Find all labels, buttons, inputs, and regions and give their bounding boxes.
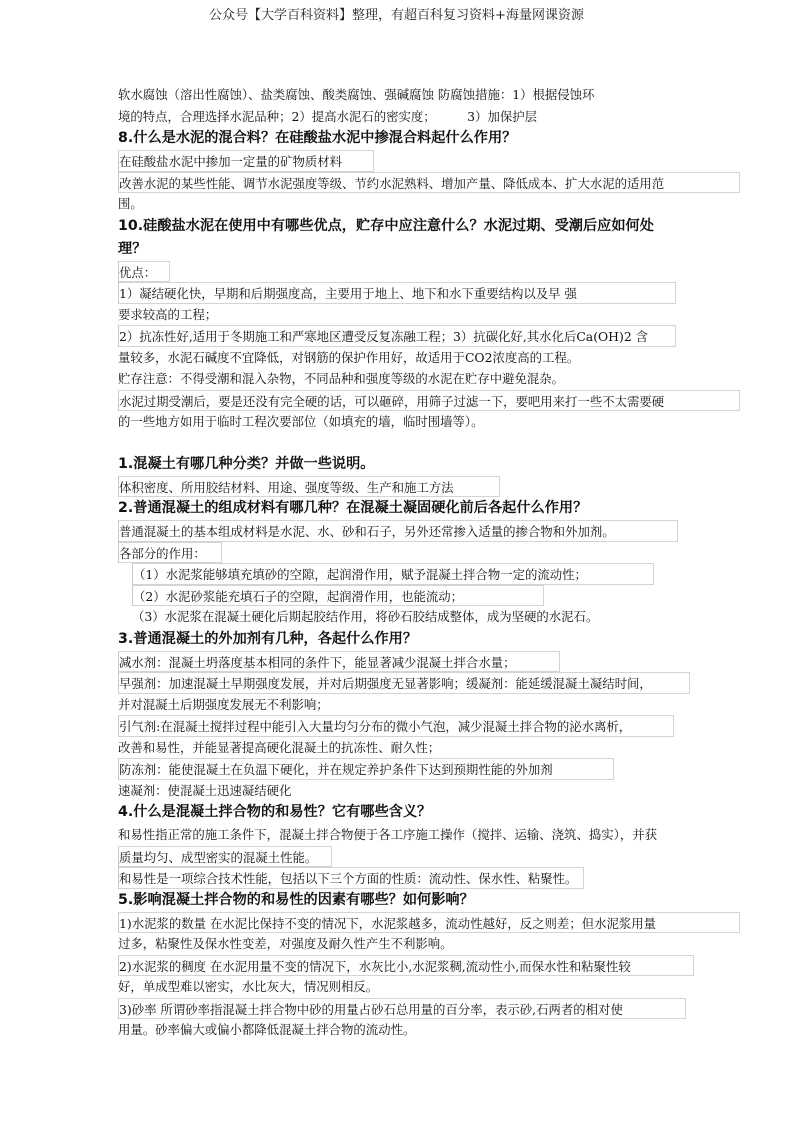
- answer-line: 并对混凝土后期强度发展无不利影响；: [118, 696, 329, 712]
- answer-line: 好，单成型难以密实，水比灰大，情况则相反。: [118, 979, 379, 994]
- answer-line: 改善和易性，并能显著提高硬化混凝土的抗冻性、耐久性；: [118, 739, 441, 755]
- page-header: 公众号【大学百科资料】整理，有超百科复习资料+海量网课资源: [209, 8, 584, 23]
- question-heading-8: 8.什么是水泥的混合料？在硅酸盐水泥中掺混合料起什么作用？: [118, 130, 517, 146]
- document-body: [118, 84, 748, 1041]
- answer-line: 普通混凝土的基本组成材料是水泥、水、砂和石子，另外还常掺入适量的掺合物和外加剂。: [118, 520, 678, 542]
- answer-line: 围。: [118, 196, 143, 211]
- question-heading-5: 5.影响混凝土拌合物的和易性的因素有哪些？如何影响？: [118, 891, 474, 908]
- answer-line: 速凝剂：使混凝土迅速凝结硬化: [118, 782, 292, 798]
- answer-line: 减水剂：混凝土坍落度基本相同的条件下，能显著减少混凝土拌合水量；: [118, 651, 560, 673]
- question-heading-4: 4.什么是混凝土拌合物的和易性？它有哪些含义？: [118, 804, 432, 820]
- answer-line: 过多，粘聚性及保水性变差，对强度及耐久性产生不利影响。: [118, 936, 453, 951]
- answer-line: 水泥过期受潮后，要是还没有完全硬的话，可以砸碎，用筛子过滤一下，要吧用来打一些不太需要硬: [118, 390, 740, 412]
- answer-line: 3)砂率 所谓砂率指混凝土拌合物中砂的用量占砂石总用量的百分率，表示砂,石两者的相对使: [118, 998, 686, 1020]
- text-line: 境的特点，合理选择水泥品种；2）提高水泥石的密实度； 3）加保护层: [118, 108, 538, 124]
- answer-line: 的一些地方如用于临时工程次要部位（如填充的墙，临时围墙等）。: [118, 414, 484, 429]
- answer-line: 2）抗冻性好,适用于冬期施工和严寒地区遭受反复冻融工程；3）抗碳化好,其水化后Ca(OH)2 含: [118, 325, 676, 347]
- answer-line: 和易性指正常的施工条件下，混凝土拌合物便于各工序施工操作（搅拌、运输、浇筑、捣实），并获: [118, 827, 657, 842]
- answer-line: 量较多，水泥石碱度不宜降低，对钢筋的保护作用好，故适用于CO2浓度高的工程。: [118, 349, 580, 365]
- answer-line: 用量。砂率偏大或偏小都降低混凝土拌合物的流动性。: [118, 1022, 416, 1037]
- text-line: 软水腐蚀（溶出性腐蚀）、盐类腐蚀、酸类腐蚀、强碱腐蚀 防腐蚀措施：1）根据侵蚀环: [118, 87, 595, 102]
- answer-line: （1）水泥浆能够填充填砂的空隙，起润滑作用，赋予混凝土拌合物一定的流动性；: [132, 563, 654, 585]
- answer-line: 1)水泥浆的数量 在水泥比保持不变的情况下，水泥浆越多，流动性越好，反之则差；但水泥浆用量: [118, 912, 740, 934]
- answer-line: 早强剂：加速混凝土早期强度发展，并对后期强度无显著影响；缓凝剂：能延缓混凝土凝结时间，: [118, 672, 690, 694]
- answer-line: 体积密度、所用胶结材料、用途、强度等级、生产和施工方法: [118, 476, 500, 498]
- answer-line: 引气剂:在混凝土搅拌过程中能引入大量均匀分布的微小气泡，减少混凝土拌合物的泌水离析，: [118, 715, 674, 737]
- answer-line: 1）凝结硬化快，早期和后期强度高，主要用于地上、地下和水下重要结构以及早 强: [118, 282, 676, 304]
- answer-line: 贮存注意：不得受潮和混入杂物，不同品种和强度等级的水泥在贮存中避免混杂。: [118, 371, 565, 386]
- answer-line: 改善水泥的某些性能、调节水泥强度等级、节约水泥熟料、增加产量、降低成本、扩大水泥的适用范: [118, 172, 740, 194]
- answer-line: （2）水泥砂浆能充填石子的空隙，起润滑作用，也能流动；: [132, 585, 544, 607]
- question-heading-2: 2.普通混凝土的组成材料有哪几种？在混凝土凝固硬化前后各起什么作用？: [118, 500, 588, 516]
- question-heading-10: 10.硅酸盐水泥在使用中有哪些优点，贮存中应注意什么？水泥过期、受潮后应如何处: [118, 217, 654, 234]
- question-heading-1: 1.混凝土有哪几种分类？并做一些说明。: [118, 455, 375, 472]
- answer-line: 和易性是一项综合技术性能，包括以下三个方面的性质：流动性、保水性、粘聚性。: [118, 867, 584, 889]
- answer-line: 优点：: [118, 261, 170, 283]
- answer-line: 2)水泥浆的稠度 在水泥用量不变的情况下，水灰比小,水泥浆稠,流动性小,而保水性和粘聚性较: [118, 955, 694, 977]
- answer-line: 要求较高的工程；: [118, 306, 218, 322]
- answer-line: 在硅酸盐水泥中掺加一定量的矿物质材料: [118, 150, 374, 172]
- question-heading-3: 3.普通混凝土的外加剂有几种，各起什么作用？: [118, 630, 418, 647]
- question-heading-10-cont: 理？: [118, 240, 147, 257]
- answer-line: 各部分的作用：: [118, 542, 222, 564]
- answer-line: （3）水泥浆在混凝土硬化后期起胶结作用，将砂石胶结成整体，成为坚硬的水泥石。: [132, 609, 599, 624]
- answer-line: 防冻剂：能使混凝土在负温下硬化，并在规定养护条件下达到预期性能的外加剂: [118, 758, 614, 780]
- answer-line: 质量均匀、成型密实的混凝土性能。: [118, 846, 332, 868]
